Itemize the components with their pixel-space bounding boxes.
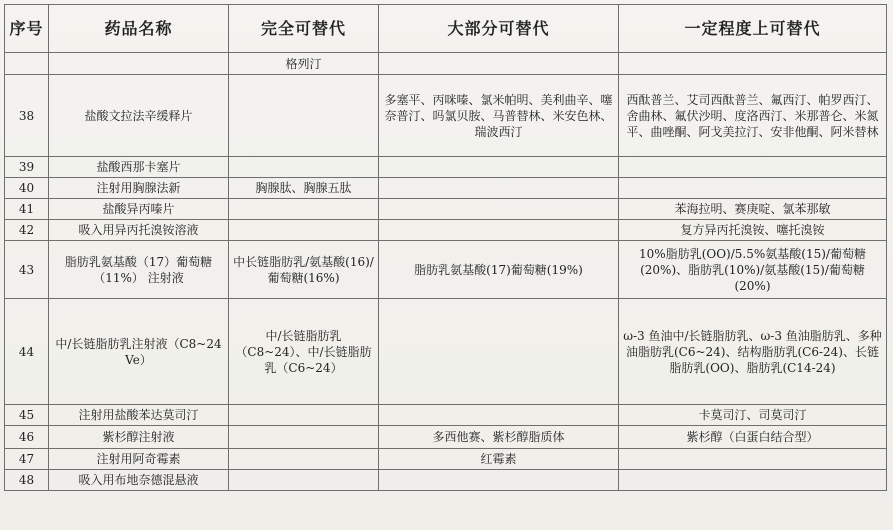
table-row [5, 178, 887, 199]
row-no: 38 [5, 75, 49, 157]
row-most-substitute [379, 199, 619, 220]
table-row [5, 449, 887, 470]
row-no: 42 [5, 220, 49, 241]
row-some-substitute [619, 449, 887, 470]
row-drug-name: 注射用盐酸苯达莫司汀 [49, 405, 229, 426]
row-most-substitute: 脂肪乳氨基酸(17)葡萄糖(19%) [379, 241, 619, 299]
row-most-substitute: 红霉素 [379, 449, 619, 470]
row-drug-name: 脂肪乳氨基酸（17）葡萄糖（11%） 注射液 [49, 241, 229, 299]
row-most-substitute [379, 178, 619, 199]
row-most-substitute [379, 299, 619, 405]
table-row [5, 220, 887, 241]
row-some-substitute [619, 157, 887, 178]
header-no: 序号 [5, 5, 49, 53]
row-most-substitute: 多塞平、丙咪嗪、氯米帕明、美利曲辛、噻奈普汀、吗氯贝胺、马普替林、米安色林、瑞波西汀 [379, 75, 619, 157]
row-drug-name: 吸入用异丙托溴铵溶液 [49, 220, 229, 241]
row-some-substitute: ω-3 鱼油中/长链脂肪乳、ω-3 鱼油脂肪乳、多种油脂肪乳(C6~24)、结构脂肪乳(C6-24)、长链脂肪乳(OO)、脂肪乳(C14-24) [619, 299, 887, 405]
row-most-substitute [379, 53, 619, 75]
row-full-substitute [229, 405, 379, 426]
row-most-substitute [379, 220, 619, 241]
row-drug-name: 注射用胸腺法新 [49, 178, 229, 199]
row-drug-name: 中/长链脂肪乳注射液（C8~24 Ve） [49, 299, 229, 405]
table-row [5, 470, 887, 491]
row-drug-name: 紫杉醇注射液 [49, 426, 229, 449]
row-drug-name: 注射用阿奇霉素 [49, 449, 229, 470]
table-row [5, 426, 887, 449]
row-some-substitute [619, 53, 887, 75]
header-some-substitute: 一定程度上可替代 [619, 5, 887, 53]
row-some-substitute: 苯海拉明、赛庚啶、氯苯那敏 [619, 199, 887, 220]
row-full-substitute: 中/长链脂肪乳（C8~24）、中/长链脂肪乳（C6~24） [229, 299, 379, 405]
row-full-substitute [229, 220, 379, 241]
row-drug-name: 盐酸文拉法辛缓释片 [49, 75, 229, 157]
row-most-substitute [379, 405, 619, 426]
row-some-substitute [619, 470, 887, 491]
row-no: 45 [5, 405, 49, 426]
row-no: 46 [5, 426, 49, 449]
row-no: 44 [5, 299, 49, 405]
row-no: 48 [5, 470, 49, 491]
row-most-substitute [379, 157, 619, 178]
row-drug-name: 盐酸异丙嗪片 [49, 199, 229, 220]
header-full-substitute: 完全可替代 [229, 5, 379, 53]
row-full-substitute [229, 199, 379, 220]
row-no: 41 [5, 199, 49, 220]
table-row [5, 157, 887, 178]
table-row [5, 299, 887, 405]
row-drug-name: 吸入用布地奈德混悬液 [49, 470, 229, 491]
row-full-substitute [229, 449, 379, 470]
table-row [5, 199, 887, 220]
row-no: 39 [5, 157, 49, 178]
row-some-substitute: 紫杉醇（白蛋白结合型） [619, 426, 887, 449]
row-most-substitute: 多西他赛、紫杉醇脂质体 [379, 426, 619, 449]
table-row [5, 405, 887, 426]
row-full-substitute: 胸腺肽、胸腺五肽 [229, 178, 379, 199]
table-row [5, 53, 887, 75]
header-most-substitute: 大部分可替代 [379, 5, 619, 53]
table-row [5, 241, 887, 299]
row-some-substitute: 卡莫司汀、司莫司汀 [619, 405, 887, 426]
row-full-substitute: 中长链脂肪乳/氨基酸(16)/葡萄糖(16%) [229, 241, 379, 299]
row-no: 40 [5, 178, 49, 199]
row-full-substitute [229, 157, 379, 178]
header-drug-name: 药品名称 [49, 5, 229, 53]
row-some-substitute: 西酞普兰、艾司西酞普兰、氟西汀、帕罗西汀、舍曲林、氟伏沙明、度洛西汀、米那普仑、米氮平、曲唑酮、阿戈美拉汀、安非他酮、阿米替林 [619, 75, 887, 157]
row-some-substitute: 10%脂肪乳(OO)/5.5%氨基酸(15)/葡萄糖(20%)、脂肪乳(10%)/氨基酸(15)/葡萄糖(20%) [619, 241, 887, 299]
row-no [5, 53, 49, 75]
row-some-substitute: 复方异丙托溴铵、噻托溴铵 [619, 220, 887, 241]
row-full-substitute: 格列汀 [229, 53, 379, 75]
row-full-substitute [229, 426, 379, 449]
row-full-substitute [229, 75, 379, 157]
row-full-substitute [229, 470, 379, 491]
row-drug-name [49, 53, 229, 75]
table-row [5, 75, 887, 157]
table-header-row [5, 5, 887, 53]
row-some-substitute [619, 178, 887, 199]
row-no: 47 [5, 449, 49, 470]
drug-substitution-table [4, 4, 887, 491]
row-drug-name: 盐酸西那卡塞片 [49, 157, 229, 178]
row-no: 43 [5, 241, 49, 299]
row-most-substitute [379, 470, 619, 491]
